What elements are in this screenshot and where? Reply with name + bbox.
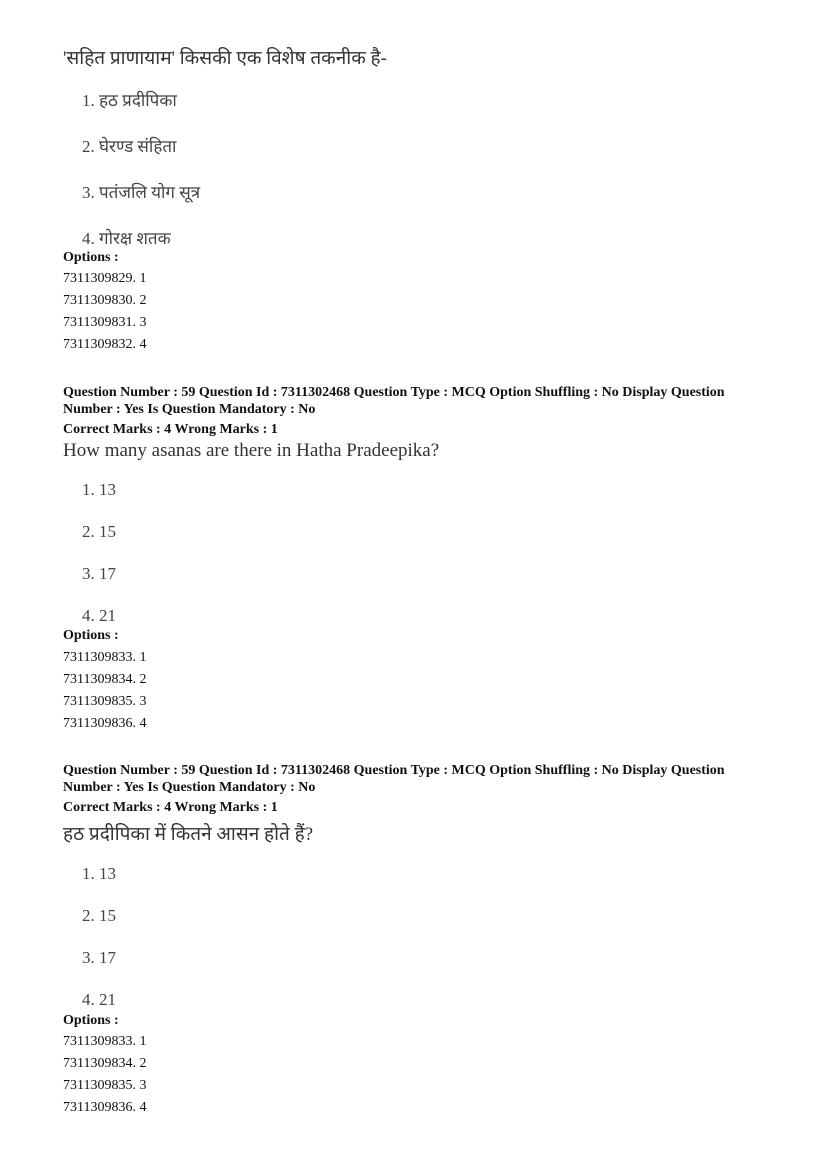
choice-3: 3. 17 bbox=[82, 564, 116, 583]
options-label: Options : bbox=[63, 628, 119, 643]
question-meta-line-1: Question Number : 59 Question Id : 7311302468 Question Type : MCQ Option Shuffling : No Display Question bbox=[63, 385, 725, 400]
choice-1: 1. 13 bbox=[82, 864, 116, 883]
marks-line: Correct Marks : 4 Wrong Marks : 1 bbox=[63, 800, 278, 815]
option-id: 7311309835. 3 bbox=[63, 1078, 147, 1093]
option-id: 7311309831. 3 bbox=[63, 315, 147, 330]
question-text-hindi-pranayama: 'सहित प्राणायाम' किसकी एक विशेष तकनीक है- bbox=[63, 48, 387, 69]
option-id: 7311309833. 1 bbox=[63, 650, 147, 665]
option-id: 7311309832. 4 bbox=[63, 337, 147, 352]
option-id: 7311309836. 4 bbox=[63, 716, 147, 731]
question-meta-line-2: Number : Yes Is Question Mandatory : No bbox=[63, 780, 316, 795]
choice-4: 4. गोरक्ष शतक bbox=[82, 229, 171, 248]
question-meta-line-1: Question Number : 59 Question Id : 7311302468 Question Type : MCQ Option Shuffling : No Display Question bbox=[63, 763, 725, 778]
option-id: 7311309834. 2 bbox=[63, 672, 147, 687]
options-label: Options : bbox=[63, 1013, 119, 1028]
question-meta-line-2: Number : Yes Is Question Mandatory : No bbox=[63, 402, 316, 417]
choice-1: 1. 13 bbox=[82, 480, 116, 499]
option-id: 7311309834. 2 bbox=[63, 1056, 147, 1071]
option-id: 7311309836. 4 bbox=[63, 1100, 147, 1115]
choice-2: 2. 15 bbox=[82, 522, 116, 541]
option-id: 7311309833. 1 bbox=[63, 1034, 147, 1049]
option-id: 7311309829. 1 bbox=[63, 271, 147, 286]
question-text-hindi-asanas: हठ प्रदीपिका में कितने आसन होते हैं? bbox=[63, 824, 314, 845]
choice-4: 4. 21 bbox=[82, 990, 116, 1009]
option-id: 7311309835. 3 bbox=[63, 694, 147, 709]
options-label: Options : bbox=[63, 250, 119, 265]
choice-2: 2. घेरण्ड संहिता bbox=[82, 137, 177, 156]
choice-3: 3. 17 bbox=[82, 948, 116, 967]
marks-line: Correct Marks : 4 Wrong Marks : 1 bbox=[63, 422, 278, 437]
choice-1: 1. हठ प्रदीपिका bbox=[82, 91, 177, 110]
choice-2: 2. 15 bbox=[82, 906, 116, 925]
choice-3: 3. पतंजलि योग सूत्र bbox=[82, 183, 201, 202]
option-id: 7311309830. 2 bbox=[63, 293, 147, 308]
choice-4: 4. 21 bbox=[82, 606, 116, 625]
question-text-english: How many asanas are there in Hatha Pradeepika? bbox=[63, 440, 440, 461]
